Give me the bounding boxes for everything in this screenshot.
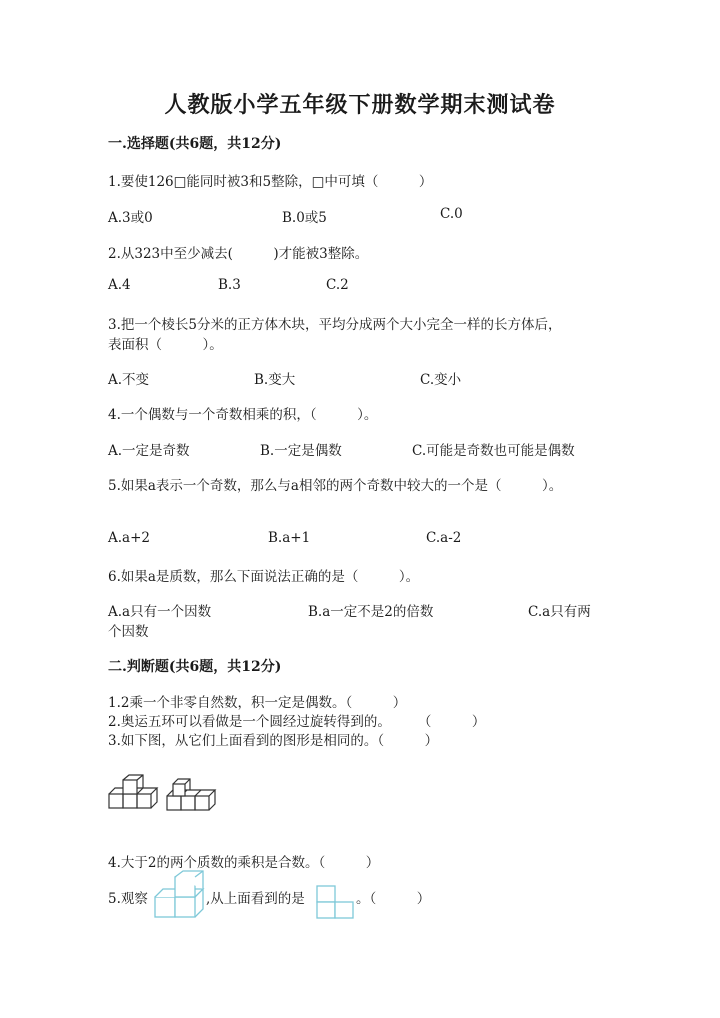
question-2: 2.从323中至少减去( )才能被3整除。 <box>108 246 369 262</box>
judgement-1: 1.2乘一个非零自然数，积一定是偶数。（ ） <box>108 695 407 711</box>
q5-option-b[interactable]: B.a+1 <box>268 530 311 546</box>
q3-option-b[interactable]: B.变大 <box>254 372 296 388</box>
cube-figure-right <box>166 776 216 814</box>
q1-option-b[interactable]: B.0或5 <box>282 210 327 226</box>
q4-option-a[interactable]: A.一定是奇数 <box>108 443 190 459</box>
judgement-5-prefix: 5.观察 <box>108 891 148 907</box>
q2-option-b[interactable]: B.3 <box>218 277 241 293</box>
question-6: 6.如果a是质数，那么下面说法正确的是（ ）。 <box>108 569 420 585</box>
q6-option-b[interactable]: B.a一定不是2的倍数 <box>308 604 434 620</box>
q6-option-a[interactable]: A.a只有一个因数 <box>108 604 212 620</box>
page-title: 人教版小学五年级下册数学期末测试卷 <box>164 92 556 118</box>
q5-option-a[interactable]: A.a+2 <box>108 530 150 546</box>
q4-option-b[interactable]: B.一定是偶数 <box>260 443 342 459</box>
q6-option-c[interactable]: C.a只有两 <box>528 604 591 620</box>
q3-option-a[interactable]: A.不变 <box>108 372 150 388</box>
judgement-5-suffix: 。（ ） <box>356 891 431 907</box>
judgement-5-middle: ,从上面看到的是 <box>206 891 305 907</box>
top-view-figure <box>316 885 354 919</box>
q1-option-c[interactable]: C.0 <box>440 206 463 222</box>
judgement-4: 4.大于2的两个质数的乘积是合数。（ ） <box>108 855 380 871</box>
stacked-cubes-figure <box>154 870 206 918</box>
section-heading-judgement: 二.判断题(共6题，共12分) <box>108 659 282 675</box>
q3-option-c[interactable]: C.变小 <box>420 372 462 388</box>
question-5: 5.如果a表示一个奇数，那么与a相邻的两个奇数中较大的一个是（ ）。 <box>108 478 563 494</box>
q6-option-c-wrap: 个因数 <box>108 624 149 640</box>
section-heading-choice: 一.选择题(共6题，共12分) <box>108 136 282 152</box>
question-3-line2: 表面积（ ）。 <box>108 337 223 353</box>
judgement-3: 3.如下图，从它们上面看到的图形是相同的。（ ） <box>108 733 439 749</box>
question-4: 4.一个偶数与一个奇数相乘的积，（ ）。 <box>108 407 378 423</box>
question-1: 1.要使126□能同时被3和5整除，□中可填（ ） <box>108 174 433 190</box>
q2-option-c[interactable]: C.2 <box>326 277 349 293</box>
q1-option-a[interactable]: A.3或0 <box>108 210 153 226</box>
question-3-line1: 3.把一个棱长5分米的正方体木块，平均分成两个大小完全一样的长方体后， <box>108 317 562 333</box>
q5-option-c[interactable]: C.a-2 <box>426 530 462 546</box>
q2-option-a[interactable]: A.4 <box>108 277 131 293</box>
q4-option-c[interactable]: C.可能是奇数也可能是偶数 <box>412 443 575 459</box>
judgement-2: 2.奥运五环可以看做是一个圆经过旋转得到的。 （ ） <box>108 714 486 730</box>
cube-figure-left <box>108 774 158 812</box>
